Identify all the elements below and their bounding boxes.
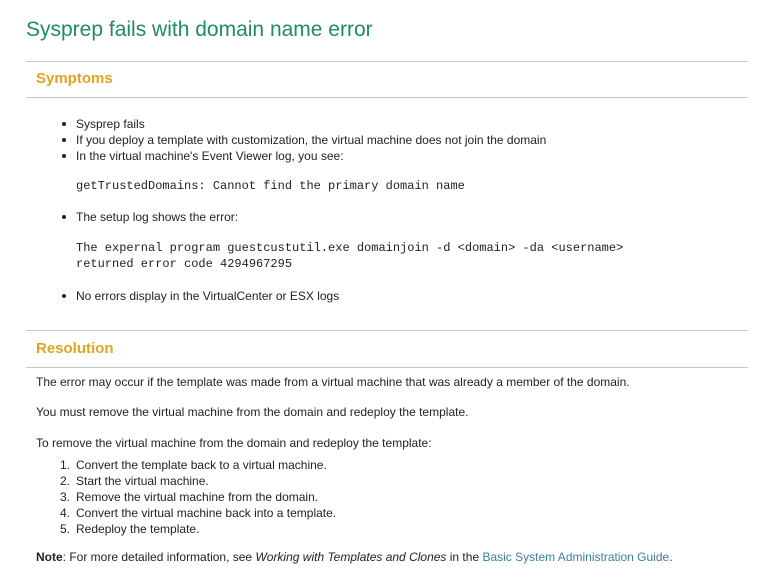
list-item-text: If you deploy a template with customization, the virtual machine does not join the domain (76, 133, 547, 147)
section-divider (26, 330, 748, 331)
note-label: Note (36, 550, 63, 564)
step-number: 5. (60, 522, 71, 536)
resolution-paragraph: The error may occur if the template was made from a virtual machine that was already a member of the domain. (36, 375, 630, 389)
section-divider (26, 61, 748, 62)
list-item-text: No errors display in the VirtualCenter or ESX logs (76, 289, 340, 303)
bullet-icon (62, 294, 66, 298)
note-text: in the (446, 550, 483, 564)
resolution-paragraph: You must remove the virtual machine from the domain and redeploy the template. (36, 405, 469, 419)
event-log-code: getTrustedDomains: Cannot find the primary domain name (76, 179, 465, 193)
admin-guide-link[interactable]: Basic System Administration Guide (482, 550, 670, 564)
bullet-icon (62, 138, 66, 142)
note-text: . (669, 550, 673, 564)
step-text: Start the virtual machine. (76, 474, 209, 488)
page-title: Sysprep fails with domain name error (26, 18, 373, 41)
step-text: Convert the virtual machine back into a template. (76, 506, 337, 520)
step-number: 2. (60, 474, 71, 488)
setup-log-code-line2: returned error code 4294967295 (76, 257, 293, 271)
step-text: Remove the virtual machine from the domain. (76, 490, 319, 504)
bullet-icon (62, 154, 66, 158)
note-paragraph (36, 550, 673, 564)
setup-log-code-line1: The expernal program guestcustutil.exe domainjoin -d <domain> -da <username> (76, 241, 624, 255)
bullet-icon (62, 215, 66, 219)
resolution-paragraph: To remove the virtual machine from the domain and redeploy the template: (36, 436, 432, 450)
note-italic-title: Working with Templates and Clones (255, 550, 447, 564)
section-divider (26, 367, 748, 368)
resolution-heading: Resolution (36, 340, 114, 357)
step-number: 1. (60, 458, 71, 472)
note-text: : For more detailed information, see (62, 550, 256, 564)
symptoms-heading: Symptoms (36, 70, 113, 87)
list-item-text: In the virtual machine's Event Viewer log, you see: (76, 149, 344, 163)
section-divider (26, 97, 748, 98)
step-number: 4. (60, 506, 71, 520)
list-item-text: The setup log shows the error: (76, 210, 239, 224)
step-text: Redeploy the template. (76, 522, 200, 536)
bullet-icon (62, 122, 66, 126)
step-number: 3. (60, 490, 71, 504)
step-text: Convert the template back to a virtual machine. (76, 458, 327, 472)
list-item-text: Sysprep fails (76, 117, 145, 131)
